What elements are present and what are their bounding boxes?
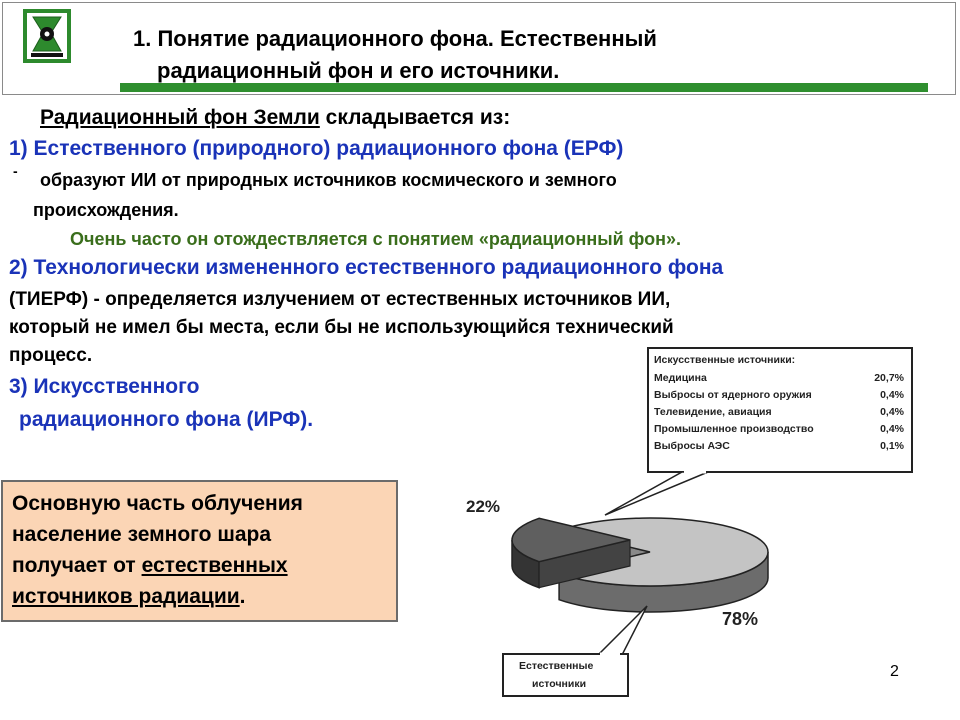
natural-box-line-2: источники <box>532 678 587 690</box>
artificial-row-value: 0,4% <box>880 389 904 401</box>
callout-line-3-plain: получает от <box>12 554 142 577</box>
item3-heading-line-1: 3) Искусственного <box>9 375 200 398</box>
slice-label-78: 78% <box>722 609 759 629</box>
slice-label-22: 22% <box>466 497 501 516</box>
item3-heading-line-2: радиационного фона (ИРФ). <box>19 408 314 431</box>
title-line-2: радиационный фон и его источники. <box>157 58 560 83</box>
natural-box-pointer <box>598 606 647 655</box>
artificial-row-value: 20,7% <box>874 372 904 384</box>
artificial-row-name: Выбросы от ядерного оружия <box>654 389 812 401</box>
intro-rest: складывается из: <box>319 106 511 129</box>
artificial-row-name: Выбросы АЭС <box>654 440 730 452</box>
artificial-row-name: Телевидение, авиация <box>654 406 772 418</box>
item2-text-line-3: процесс. <box>9 345 93 366</box>
callout-line-4-plain: . <box>239 585 246 608</box>
artificial-row-name: Промышленное производство <box>654 423 814 435</box>
page-number: 2 <box>890 663 899 680</box>
natural-box-line-1: Естественные <box>519 660 594 672</box>
item1-note: Очень часто он отождествляется с понятием «радиационный фон». <box>70 229 682 249</box>
item2-text-line-2: который не имел бы места, если бы не использующийся технический <box>9 317 674 338</box>
callout-line-2: население земного шара <box>12 523 272 546</box>
item1-text-line-2: происхождения. <box>33 200 179 220</box>
artificial-box-title: Искусственные источники: <box>654 354 796 366</box>
artificial-row-value: 0,1% <box>880 440 904 452</box>
item1-heading: 1) Естественного (природного) радиационного фона (ЕРФ) <box>9 137 624 160</box>
item1-text-line-1: образуют ИИ от природных источников космического и земного <box>40 170 617 190</box>
item2-heading: 2) Технологически измененного естественного радиационного фона <box>9 256 724 279</box>
item2-text-line-1: (ТИЕРФ) - определяется излучением от естественных источников ИИ, <box>9 289 671 310</box>
callout-line-3-underlined: естественных <box>141 554 288 577</box>
title-line-1: 1. Понятие радиационного фона. Естественный <box>133 26 657 51</box>
artificial-row-value: 0,4% <box>880 406 904 418</box>
artificial-row-value: 0,4% <box>880 423 904 435</box>
intro-underlined: Радиационный фон Земли <box>40 106 320 129</box>
callout-line-4-underlined: источников радиации <box>12 585 240 608</box>
artificial-row-name: Медицина <box>654 372 707 384</box>
callout-line-1: Основную часть облучения <box>12 492 303 515</box>
bullet-dash: - <box>13 163 18 179</box>
artificial-box-pointer <box>605 472 708 515</box>
